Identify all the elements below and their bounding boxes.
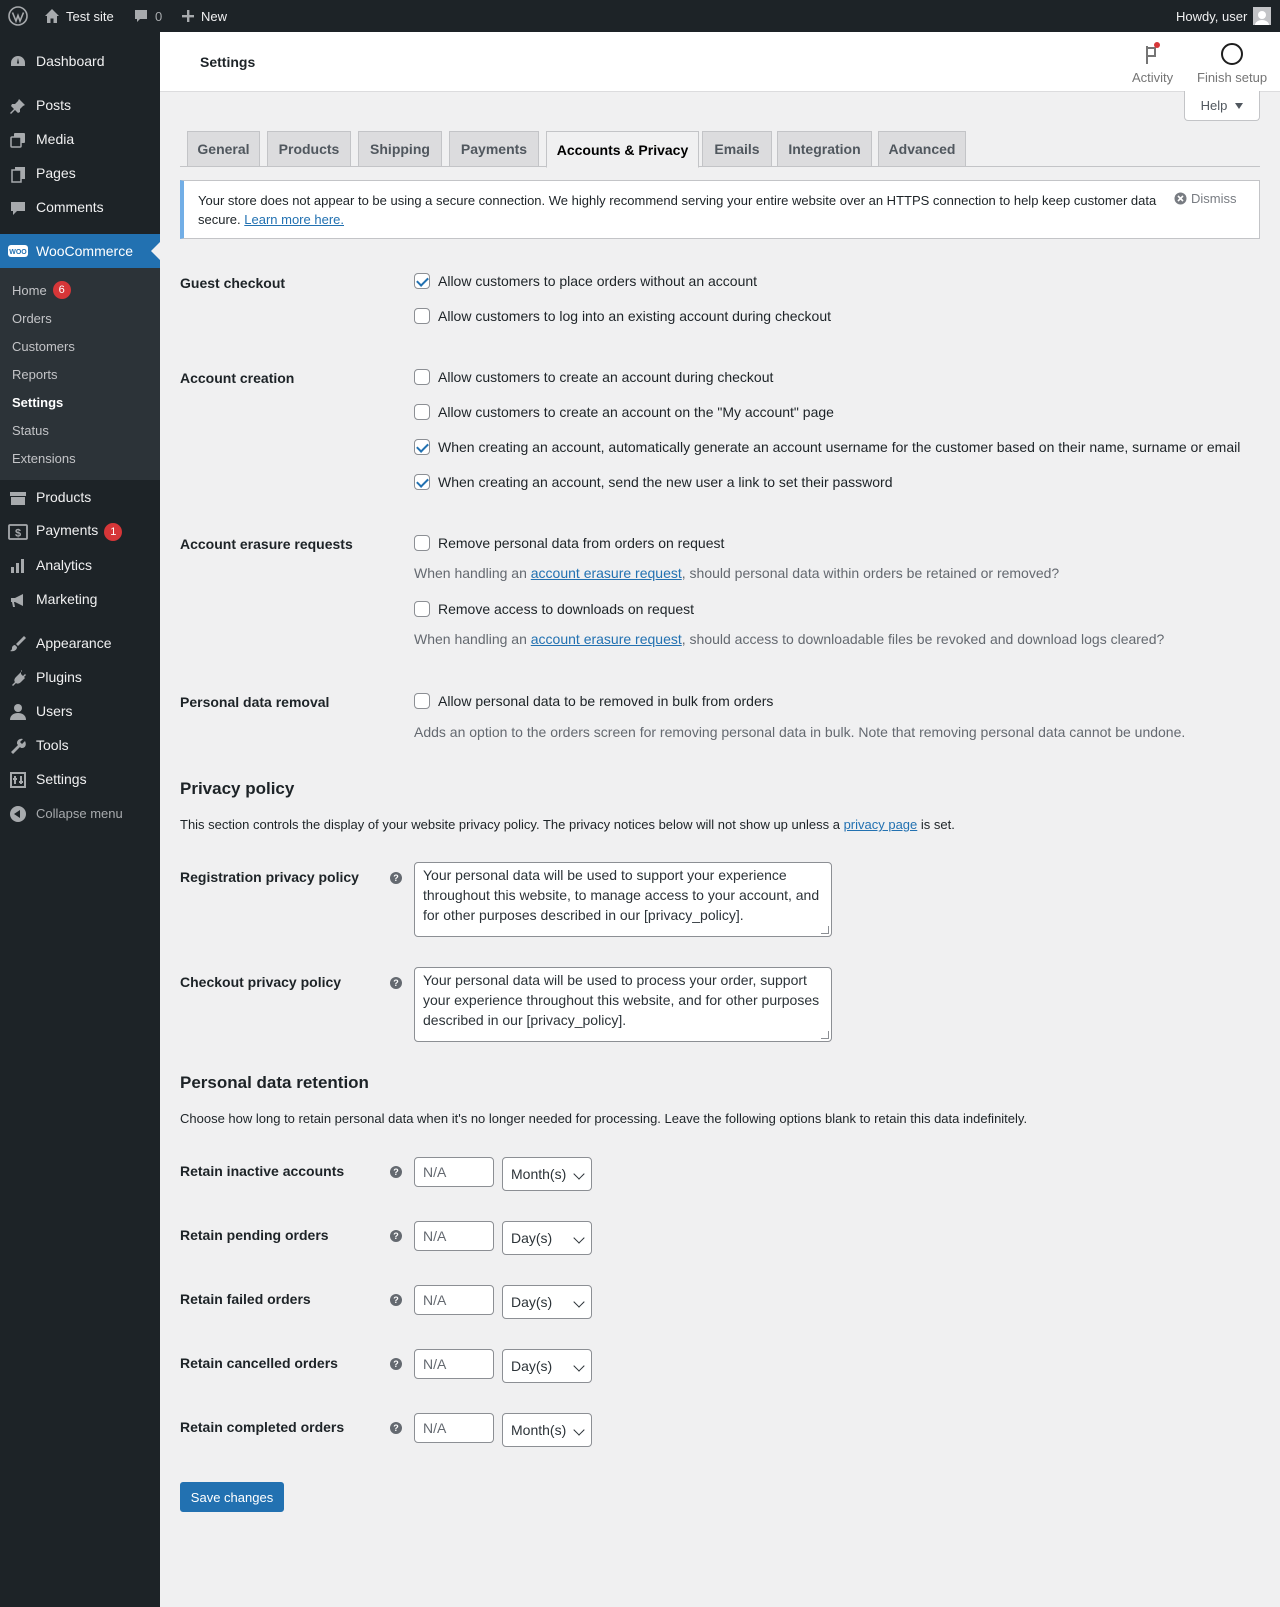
close-circle-icon (1174, 192, 1187, 205)
archive-icon (8, 488, 28, 508)
notice-message: Your store does not appear to be using a secure connection. We highly recommend serving your entire website over an HTTPS connection to help keep customer data secure. (198, 193, 1157, 227)
tab-advanced[interactable]: Advanced (878, 131, 966, 167)
retain-inactive-input[interactable]: N/A (414, 1157, 494, 1187)
desc-text: When handling an (414, 631, 531, 647)
menu-label: Media (36, 131, 75, 147)
submenu-extensions[interactable] (12, 448, 76, 468)
save-changes-button[interactable]: Save changes (180, 1482, 284, 1512)
erasure-label: Account erasure requests (180, 536, 353, 552)
comments-link[interactable] (133, 0, 162, 32)
erasure-option-1[interactable] (414, 535, 724, 551)
submenu-home[interactable] (12, 280, 71, 300)
chevron-down-icon (573, 1424, 584, 1435)
page-header (160, 32, 1280, 92)
dashboard-icon (8, 52, 28, 72)
checkbox-unchecked[interactable] (414, 404, 430, 420)
option-label: When creating an account, send the new user a link to set their password (438, 474, 893, 490)
media-icon (8, 130, 28, 150)
progress-circle-icon (1220, 42, 1244, 66)
wrench-icon (8, 736, 28, 756)
help-tab-button[interactable] (1184, 91, 1260, 121)
chevron-down-icon (573, 1296, 584, 1307)
checkbox-unchecked[interactable] (414, 693, 430, 709)
retain-inactive-label: Retain inactive accounts (180, 1163, 345, 1179)
erasure-option-2[interactable] (414, 601, 694, 617)
https-notice (180, 180, 1260, 239)
retain-completed-label: Retain completed orders (180, 1419, 345, 1435)
checkout-privacy-textarea[interactable] (414, 967, 832, 1042)
tab-integration[interactable]: Integration (777, 131, 872, 167)
option-label: Remove personal data from orders on request (438, 535, 725, 551)
menu-comments[interactable] (0, 190, 160, 224)
checkbox-unchecked[interactable] (414, 369, 430, 385)
tab-general[interactable]: General (187, 131, 260, 167)
checkbox-checked[interactable] (414, 439, 430, 455)
select-value: Month(s) (511, 1166, 567, 1182)
privacy-policy-heading: Privacy policy (180, 779, 295, 798)
brush-icon (8, 634, 28, 654)
activity-button[interactable] (1132, 42, 1173, 85)
home-icon (44, 8, 60, 24)
retain-cancelled-label: Retain cancelled orders (180, 1355, 338, 1371)
greeting: Howdy, user (1176, 8, 1248, 24)
registration-privacy-textarea[interactable] (414, 862, 832, 937)
tab-emails[interactable]: Emails (702, 131, 772, 167)
select-value: Day(s) (511, 1294, 553, 1310)
erasure-request-link[interactable]: account erasure request (530, 565, 682, 581)
menu-products[interactable] (0, 480, 160, 514)
tab-payments[interactable]: Payments (449, 131, 539, 167)
removal-label: Personal data removal (180, 694, 330, 710)
new-label: New (201, 8, 228, 24)
account-creation-option-1[interactable] (414, 369, 773, 385)
menu-label: Dashboard (36, 53, 105, 69)
select-value: Day(s) (511, 1358, 553, 1374)
site-name: Test site (66, 8, 114, 24)
menu-appearance[interactable] (0, 626, 160, 660)
svg-text:$: $ (14, 527, 22, 540)
menu-media[interactable] (0, 122, 160, 156)
checkbox-checked[interactable] (414, 474, 430, 490)
menu-plugins[interactable] (0, 660, 160, 694)
avatar (1253, 7, 1271, 25)
retention-heading: Personal data retention (180, 1073, 369, 1092)
textarea-value: Your personal data will be used to support your experience throughout this website, to manage access to your account, and for other purposes described in our [privacy_policy]. (423, 867, 820, 923)
submenu-label: Customers (12, 338, 75, 354)
submenu-label: Reports (12, 366, 58, 382)
plug-icon (8, 668, 28, 688)
retain-cancelled-input[interactable]: N/A (414, 1349, 494, 1379)
tab-products[interactable]: Products (267, 131, 351, 167)
retain-inactive-unit-select[interactable] (502, 1157, 592, 1191)
option-label: Allow customers to create an account during checkout (438, 369, 774, 385)
textarea-value: Your personal data will be used to process your order, support your experience throughout this website, and for other purposes described in our [privacy_policy]. (423, 972, 820, 1028)
page-title: Settings (200, 54, 256, 70)
menu-pages[interactable] (0, 156, 160, 190)
submenu-status[interactable] (12, 420, 49, 440)
account-creation-option-3[interactable] (414, 439, 1240, 455)
finish-setup-button[interactable] (1197, 42, 1267, 85)
learn-more-link[interactable]: Learn more here. (244, 212, 344, 227)
menu-payments[interactable] (0, 514, 160, 548)
option-label: Allow customers to place orders without an account (438, 273, 758, 289)
menu-label: Comments (36, 199, 104, 215)
submenu-label: Status (12, 422, 49, 438)
guest-checkout-option-2[interactable] (414, 308, 831, 324)
tab-shipping[interactable]: Shipping (358, 131, 442, 167)
erasure-desc-1 (414, 565, 1059, 581)
menu-analytics[interactable] (0, 548, 160, 582)
retain-pending-input[interactable]: N/A (414, 1221, 494, 1251)
submenu-orders[interactable] (12, 308, 52, 328)
help-tip-icon[interactable]: ? (390, 872, 402, 884)
desc-text: is set. (917, 817, 955, 832)
resize-handle-icon[interactable] (821, 1031, 829, 1039)
removal-option[interactable] (414, 693, 773, 709)
menu-marketing[interactable] (0, 582, 160, 616)
user-icon (8, 702, 28, 722)
caret-down-icon (1235, 103, 1243, 109)
submenu-label: Home (12, 282, 47, 298)
retain-cancelled-unit-select[interactable] (502, 1349, 592, 1383)
erasure-request-link[interactable]: account erasure request (530, 631, 682, 647)
menu-label: Collapse menu (36, 805, 123, 821)
menu-label: Appearance (36, 635, 112, 651)
privacy-page-link[interactable]: privacy page (843, 817, 918, 832)
chevron-down-icon (573, 1360, 584, 1371)
option-label: When creating an account, automatically generate an account username for the customer based on their name, surname or email (438, 439, 1241, 455)
payments-badge: 1 (104, 523, 122, 541)
retain-failed-label: Retain failed orders (180, 1291, 311, 1307)
plus-icon (181, 9, 195, 23)
submenu-reports[interactable] (12, 364, 58, 384)
account-creation-option-4[interactable] (414, 474, 892, 490)
menu-label: Tools (36, 737, 69, 753)
checkbox-unchecked[interactable] (414, 535, 430, 551)
svg-text:WOO: WOO (9, 249, 27, 256)
resize-handle-icon[interactable] (821, 926, 829, 934)
woocommerce-submenu (0, 268, 160, 480)
retain-completed-unit-select[interactable] (502, 1413, 592, 1447)
bar-chart-icon (8, 556, 28, 576)
retain-pending-label: Retain pending orders (180, 1227, 329, 1243)
activity-label: Activity (1132, 70, 1174, 85)
removal-desc: Adds an option to the orders screen for removing personal data in bulk. Note that removing personal data cannot be undone. (414, 724, 1186, 740)
help-tip-icon[interactable]: ? (390, 977, 402, 989)
help-tip-icon[interactable]: ? (390, 1166, 402, 1178)
retention-desc: Choose how long to retain personal data when it's no longer needed for processing. Leave the following options blank to retain this data indefinitely. (180, 1111, 1028, 1126)
dismiss-label: Dismiss (1191, 191, 1237, 206)
menu-label: WooCommerce (36, 243, 133, 259)
option-label: Allow customers to create an account on the "My account" page (438, 404, 834, 420)
option-label: Remove access to downloads on request (438, 601, 695, 617)
tab-accounts-privacy[interactable]: Accounts & Privacy (546, 131, 699, 168)
desc-text: This section controls the display of your website privacy policy. The privacy notices below will not show up unless a (180, 817, 844, 832)
help-tip-icon[interactable]: ? (390, 1358, 402, 1370)
wordpress-logo-icon[interactable] (8, 0, 28, 32)
retain-failed-input[interactable]: N/A (414, 1285, 494, 1315)
settings-tabs (180, 130, 1260, 167)
comments-count: 0 (155, 8, 163, 24)
menu-tools[interactable] (0, 728, 160, 762)
desc-text: , should personal data within orders be retained or removed? (681, 565, 1060, 581)
menu-users[interactable] (0, 694, 160, 728)
desc-text: When handling an (414, 565, 531, 581)
pages-icon (8, 164, 28, 184)
submenu-label: Orders (12, 310, 52, 326)
registration-privacy-label: Registration privacy policy (180, 869, 359, 885)
menu-dashboard[interactable] (0, 44, 160, 78)
menu-label: Settings (36, 771, 87, 787)
chevron-down-icon (573, 1232, 584, 1243)
help-tip-icon[interactable]: ? (390, 1422, 402, 1434)
settings-icon (8, 770, 28, 790)
help-tip-icon[interactable]: ? (390, 1294, 402, 1306)
menu-woocommerce[interactable] (0, 234, 160, 268)
menu-label: Analytics (36, 557, 93, 573)
notice-text (198, 191, 1158, 229)
submenu-label: Extensions (12, 450, 76, 466)
checkout-privacy-label: Checkout privacy policy (180, 974, 342, 990)
menu-label (36, 522, 122, 541)
menu-label: Marketing (36, 591, 98, 607)
flag-icon (1142, 42, 1164, 66)
guest-checkout-label: Guest checkout (180, 275, 286, 291)
guest-checkout-option-1[interactable] (414, 273, 757, 289)
submenu-settings[interactable] (12, 392, 63, 412)
menu-settings[interactable] (0, 762, 160, 796)
megaphone-icon (8, 590, 28, 610)
finish-setup-label: Finish setup (1197, 70, 1268, 85)
checkbox-unchecked[interactable] (414, 601, 430, 617)
comment-icon (8, 198, 28, 218)
home-badge: 6 (53, 281, 71, 299)
admin-bar (0, 0, 1280, 32)
comment-icon (133, 8, 149, 24)
account-creation-option-2[interactable] (414, 404, 834, 420)
help-tip-icon[interactable]: ? (390, 1230, 402, 1242)
chevron-down-icon (573, 1168, 584, 1179)
payments-label: Payments (36, 521, 99, 538)
help-label: Help (1200, 98, 1228, 113)
pin-icon (8, 96, 28, 116)
dollar-icon (8, 522, 28, 542)
submenu-label: Settings (12, 394, 64, 410)
retain-pending-unit-select[interactable] (502, 1221, 592, 1255)
menu-label: Users (36, 703, 73, 719)
checkbox-unchecked[interactable] (414, 308, 430, 324)
woo-icon (8, 242, 28, 262)
retain-completed-input[interactable]: N/A (414, 1413, 494, 1443)
dismiss-button[interactable] (1174, 191, 1237, 206)
select-value: Month(s) (511, 1422, 567, 1438)
option-label: Allow personal data to be removed in bulk from orders (438, 693, 774, 709)
checkbox-checked[interactable] (414, 273, 430, 289)
erasure-desc-2 (414, 631, 1164, 647)
collapse-icon (8, 804, 28, 824)
privacy-policy-desc (180, 817, 955, 832)
menu-label: Pages (36, 165, 76, 181)
submenu-customers[interactable] (12, 336, 75, 356)
menu-label: Plugins (36, 669, 82, 685)
menu-label: Posts (36, 97, 72, 113)
option-label: Allow customers to log into an existing account during checkout (438, 308, 831, 324)
menu-label: Products (36, 489, 92, 505)
account-menu[interactable] (1176, 0, 1271, 32)
retain-failed-unit-select[interactable] (502, 1285, 592, 1319)
account-creation-label: Account creation (180, 370, 295, 386)
site-name-link[interactable] (44, 0, 114, 32)
menu-posts[interactable] (0, 88, 160, 122)
admin-sidebar (0, 32, 160, 1607)
desc-text: , should access to downloadable files be revoked and download logs cleared? (681, 631, 1165, 647)
new-content-link[interactable] (181, 0, 227, 32)
select-value: Day(s) (511, 1230, 553, 1246)
collapse-menu-button[interactable] (0, 796, 160, 830)
